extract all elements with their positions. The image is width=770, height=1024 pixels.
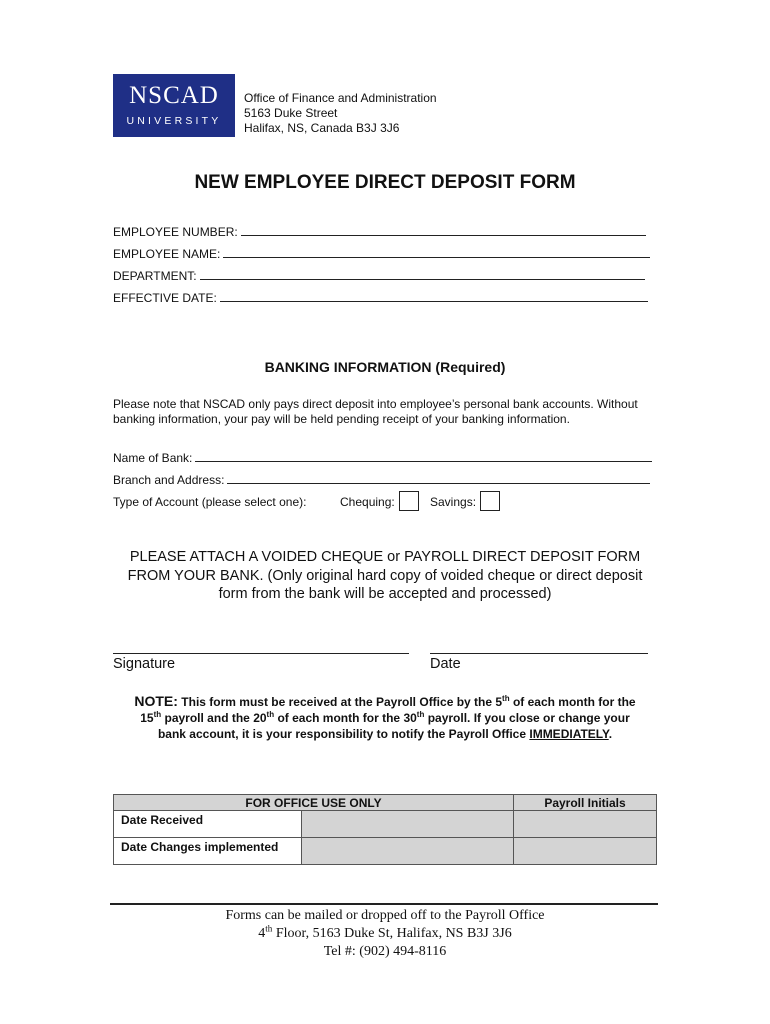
chequing-checkbox[interactable] [399,491,419,511]
office-use-only-header: FOR OFFICE USE ONLY [114,795,514,811]
table-row [114,838,657,865]
signature-label: Signature [113,656,176,672]
payroll-deadline-note [0,693,770,742]
date-label: Date [430,656,461,672]
date-changes-cell[interactable] [302,838,514,865]
account-type-row [113,491,513,513]
employee-name-line[interactable] [223,247,650,258]
branch-address-line[interactable] [227,473,650,484]
logo-wordmark: NSCAD [129,82,219,109]
department-line[interactable] [200,269,645,280]
date-changes-label: Date Changes implemented [114,838,302,865]
banking-note: Please note that NSCAD only pays direct deposit into employee’s personal bank accounts. Without banking information, your pay will be held pending receipt of your banking information. [113,397,638,426]
employee-number-field[interactable] [113,225,646,239]
bank-name-label: Name of Bank: [113,451,193,465]
attach-line-3: form from the bank will be accepted and processed) [218,586,552,602]
payroll-initials-header: Payroll Initials [514,795,657,811]
date-line[interactable] [430,653,648,654]
account-type-label: Type of Account (please select one): [113,495,307,509]
table-row [114,811,657,838]
attach-line-1: PLEASE ATTACH A VOIDED CHEQUE or PAYROLL DIRECT DEPOSIT FORM [129,549,641,565]
effective-date-line[interactable] [220,291,648,302]
date-changes-initials-cell[interactable] [514,838,657,865]
note-line-2: 15th payroll and the 20th of each month for the 30th payroll. If you close or change your [140,710,630,725]
employee-number-line[interactable] [241,225,646,236]
employee-name-label: EMPLOYEE NAME: [113,247,221,261]
banking-section-title: BANKING INFORMATION (Required) [264,359,506,375]
footer-line-1: Forms can be mailed or dropped off to the Payroll Office [225,908,545,923]
footer-phone: Tel #: (902) 494-8116 [323,944,447,959]
attach-cheque-notice [0,548,770,604]
office-address [244,91,437,136]
department-label: DEPARTMENT: [113,269,197,283]
office-use-table [113,794,657,865]
branch-address-field[interactable] [113,473,650,487]
date-received-cell[interactable] [302,811,514,838]
branch-address-label: Branch and Address: [113,473,225,487]
bank-name-line[interactable] [195,451,652,462]
logo-subtitle: UNIVERSITY [126,115,222,127]
attach-line-2: FROM YOUR BANK. (Only original hard copy of voided cheque or direct deposit [127,567,643,584]
employee-number-label: EMPLOYEE NUMBER: [113,225,238,239]
footer-divider [110,903,658,905]
date-received-label: Date Received [114,811,302,838]
footer-line-2: 4th Floor, 5163 Duke St, Halifax, NS B3J 3J6 [258,923,512,941]
note-line-1: NOTE: This form must be received at the Payroll Office by the 5th of each month for the [134,693,636,709]
nscad-logo [113,74,235,137]
form-title: NEW EMPLOYEE DIRECT DEPOSIT FORM [194,172,576,193]
note-label: NOTE: [134,693,178,709]
address-line-1: Office of Finance and Administration [244,91,437,105]
department-field[interactable] [113,269,645,283]
effective-date-field[interactable] [113,291,648,305]
employee-name-field[interactable] [113,247,650,261]
note-line-3: bank account, it is your responsibility to notify the Payroll Office IMMEDIATELY. [157,727,613,741]
address-line-2: 5163 Duke Street [244,106,338,120]
immediately-emphasis: IMMEDIATELY [529,727,609,741]
chequing-label: Chequing: [340,495,395,509]
office-table-header [114,795,657,811]
date-received-initials-cell[interactable] [514,811,657,838]
savings-checkbox[interactable] [480,491,500,511]
address-line-3: Halifax, NS, Canada B3J 3J6 [244,121,400,135]
footer [0,907,770,961]
effective-date-label: EFFECTIVE DATE: [113,291,217,305]
bank-name-field[interactable] [113,451,652,465]
savings-label: Savings: [430,495,477,509]
signature-line[interactable] [113,653,409,654]
